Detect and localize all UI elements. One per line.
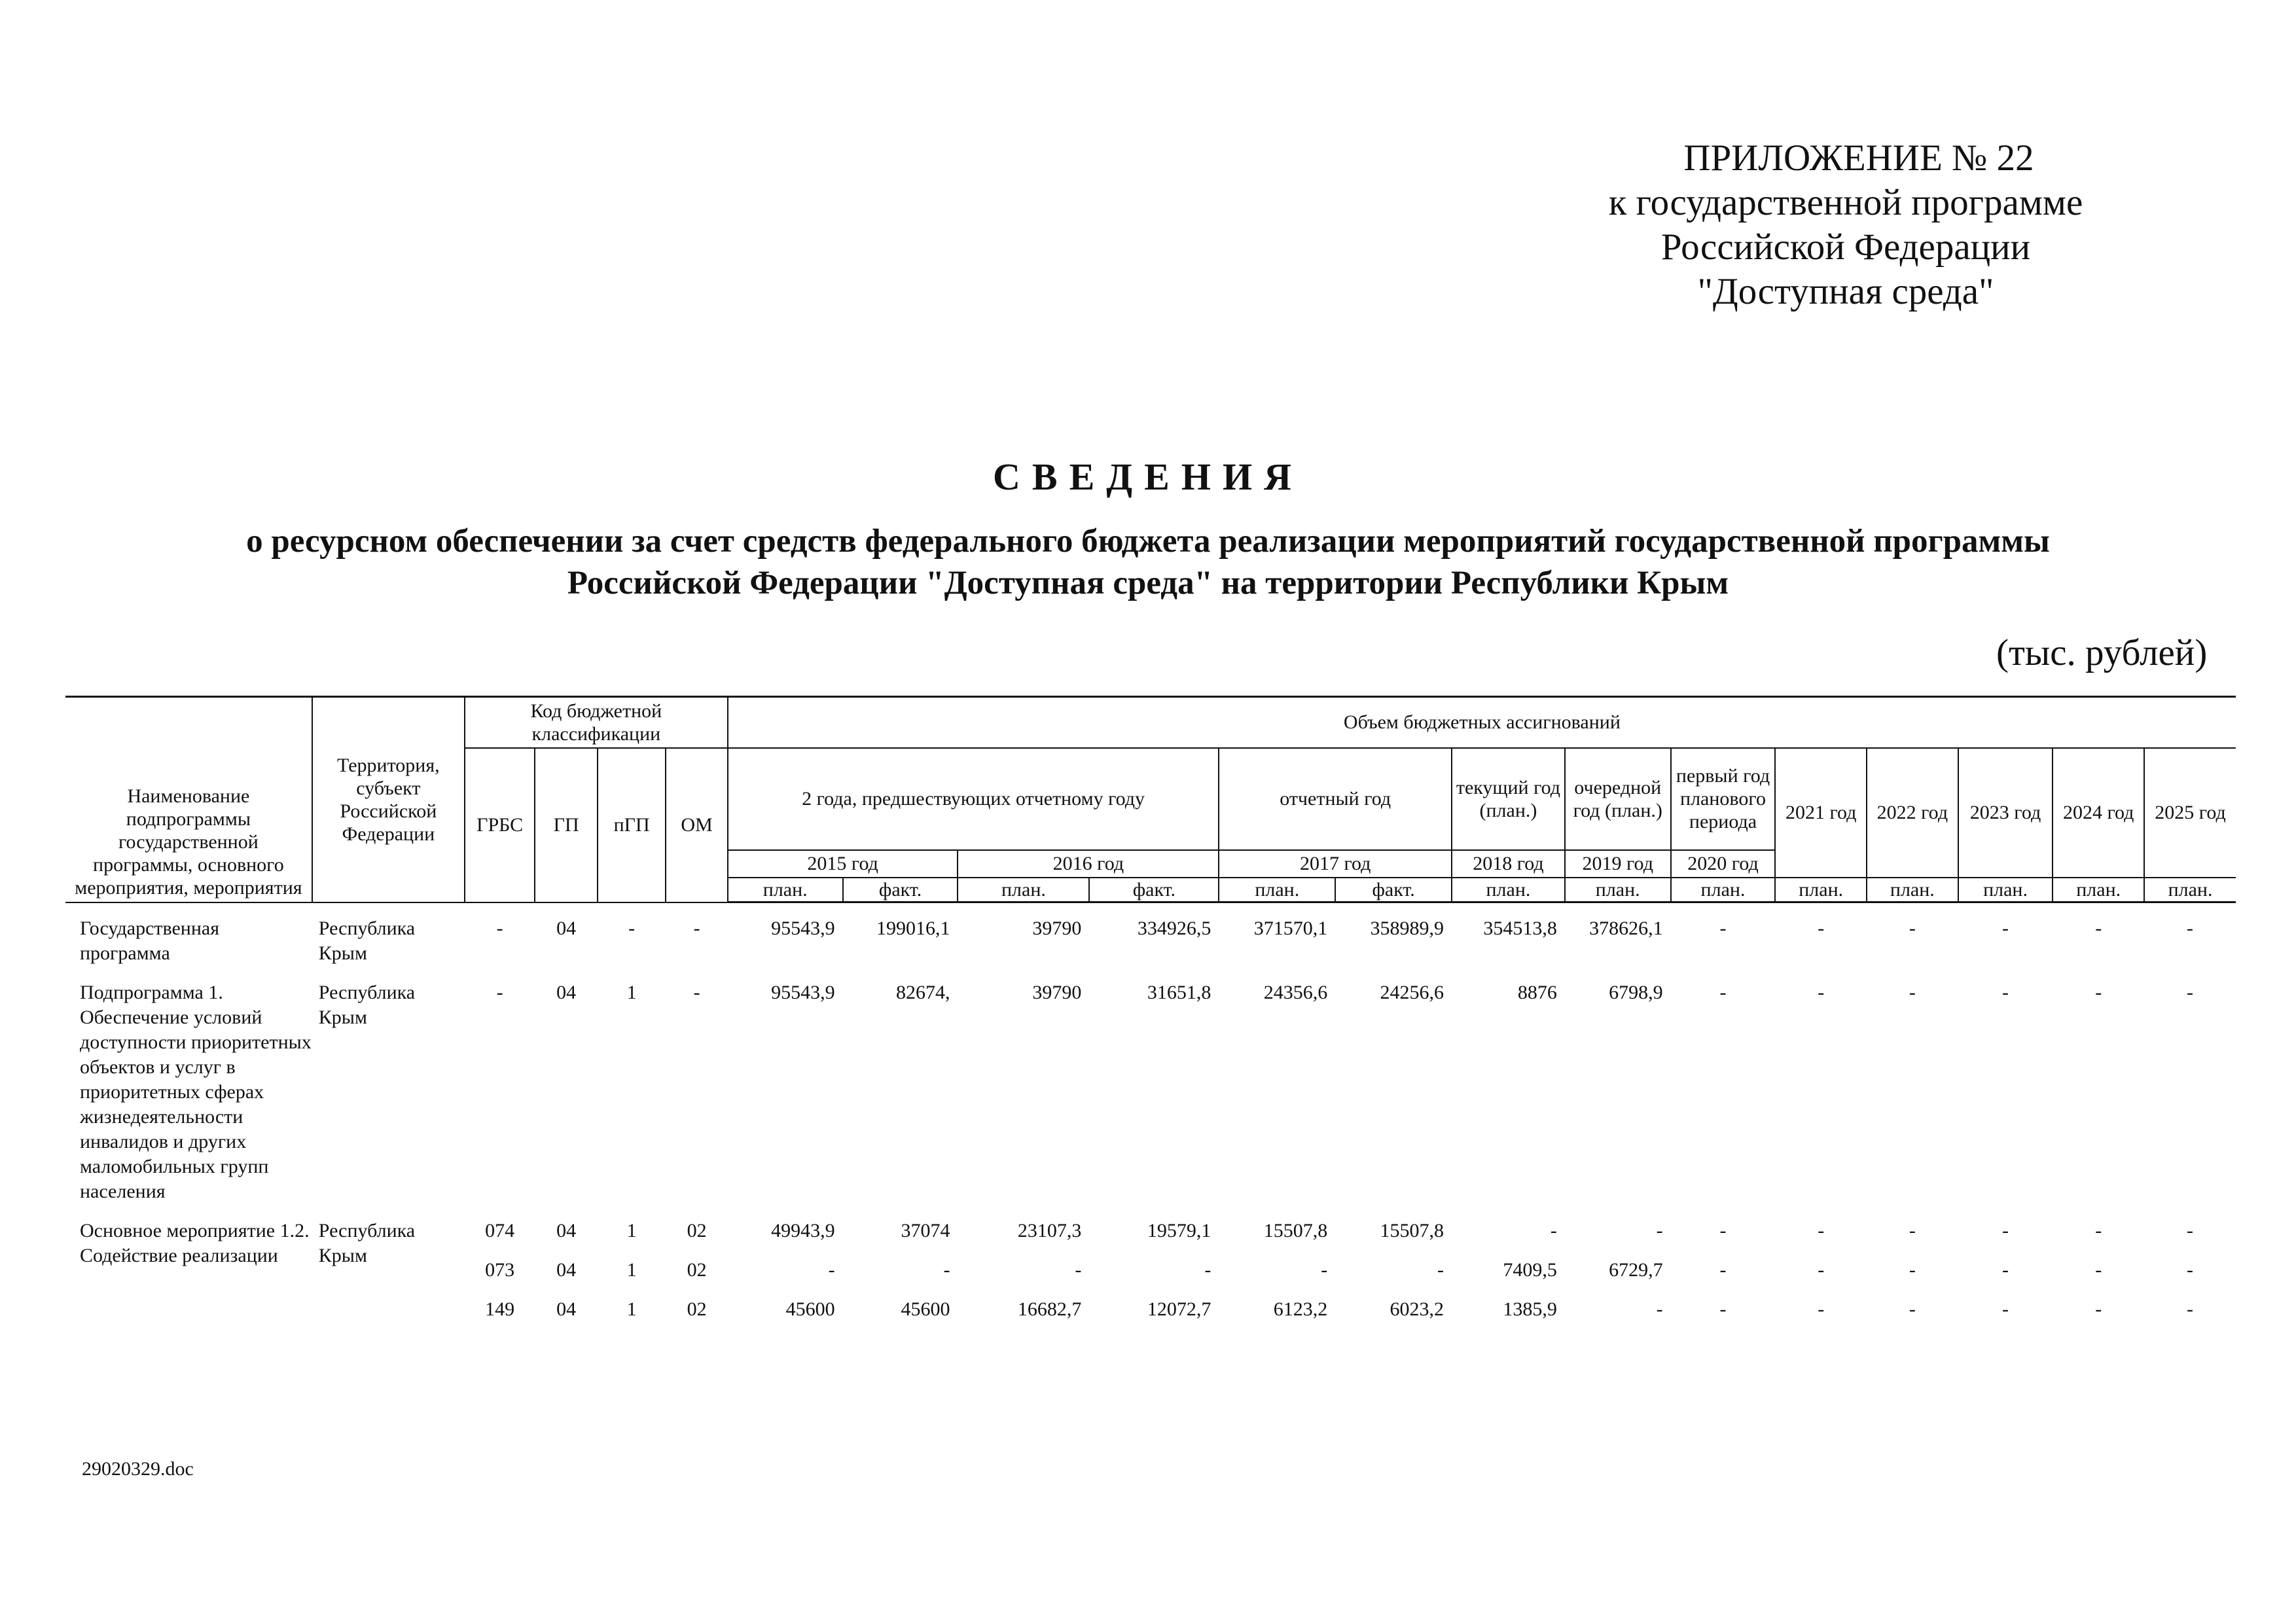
table-cell: - (1321, 1258, 1328, 1281)
table-cell: - (2187, 918, 2194, 939)
table-cell: 04 (556, 1219, 577, 1241)
table-cell: 04 (556, 1298, 577, 1320)
table-cell: - (1719, 1298, 1727, 1320)
table-cell: 149 (485, 1298, 515, 1320)
table-cell: - (1437, 1258, 1444, 1281)
table-cell: - (2002, 981, 2009, 1003)
budget-table (65, 696, 2236, 1322)
table-row (65, 966, 2236, 1204)
table-cell: 334926,5 (1137, 918, 1211, 939)
table-cell: - (1818, 1219, 1825, 1241)
row-territory: Республика Крым (318, 981, 416, 1028)
header-next-year: очередной год (план.) (1565, 748, 1671, 850)
table-cell: 19579,1 (1147, 1219, 1211, 1241)
table-cell: 02 (687, 1298, 707, 1320)
table-cell: 1 (626, 1258, 637, 1281)
table-cell: - (1656, 1298, 1663, 1320)
table-cell: 39790 (1032, 981, 1082, 1003)
table-cell: 15507,8 (1263, 1219, 1328, 1241)
header-2020: 2020 год (1671, 850, 1776, 878)
table-cell: 15507,8 (1380, 1219, 1444, 1241)
appendix-line-3: Российской Федерации (1660, 226, 2031, 268)
table-cell: - (1719, 1219, 1727, 1241)
row-territory: Республика Крым (318, 1219, 416, 1266)
header-code-om: ОМ (666, 748, 727, 902)
file-name: 29020329.doc (82, 1458, 194, 1480)
table-cell: - (1818, 1298, 1825, 1320)
table-cell: 04 (556, 1258, 577, 1281)
table-row (65, 1204, 2236, 1243)
table-cell: - (2187, 1258, 2194, 1281)
table-cell: 358989,9 (1370, 918, 1444, 939)
table-cell: 95543,9 (771, 981, 835, 1003)
header-plan: план. (2053, 878, 2144, 902)
table-cell: - (693, 981, 700, 1003)
table-cell: 6023,2 (1390, 1298, 1444, 1320)
subtitle-line-1: о ресурсном обеспечении за счет средств федерального бюджета реализации мероприятий государственной программы (246, 523, 2050, 560)
header-year-2021: 2021 год (1775, 748, 1867, 878)
header-report-year: отчетный год (1219, 748, 1452, 850)
table-cell: 1 (626, 1219, 637, 1241)
header-plan: план. (2144, 878, 2236, 902)
table-cell: 31651,8 (1147, 981, 1211, 1003)
table-cell: - (2095, 918, 2102, 939)
table-cell: - (2002, 918, 2009, 939)
appendix-line-4: "Доступная среда" (1697, 271, 1994, 312)
table-cell: - (1204, 1258, 1211, 1281)
table-row (65, 902, 2236, 966)
header-name: Наименование подпрограммы государственной программы, основного мероприятия, мероприятия (65, 697, 312, 902)
table-cell: - (2095, 1298, 2102, 1320)
table-header (65, 697, 2236, 902)
table-cell: 073 (485, 1258, 515, 1281)
table-cell: 354513,8 (1483, 918, 1557, 939)
header-code-gp: ГП (535, 748, 597, 902)
table-cell: 8876 (1517, 981, 1557, 1003)
table-cell: 7409,5 (1503, 1258, 1557, 1281)
table-cell: 16682,7 (1017, 1298, 1082, 1320)
table-cell: - (2095, 981, 2102, 1003)
header-2018: 2018 год (1452, 850, 1565, 878)
header-plan: план. (958, 878, 1089, 902)
row-name: Основное мероприятие 1.2. Содействие реализации (80, 1219, 310, 1266)
table-cell: - (693, 917, 700, 939)
header-year-2025: 2025 год (2144, 748, 2236, 878)
table-cell: 02 (687, 1258, 707, 1281)
header-current-year: текущий год (план.) (1452, 748, 1565, 850)
header-code-pgp: пГП (598, 748, 666, 902)
header-year-2023: 2023 год (1958, 748, 2053, 878)
header-year-2024: 2024 год (2053, 748, 2144, 878)
header-plan: план. (1958, 878, 2053, 902)
table-cell: 6798,9 (1609, 981, 1663, 1003)
table-cell: 45600 (785, 1298, 835, 1320)
table-cell: - (1909, 1219, 1916, 1241)
table-body (65, 902, 2236, 1322)
table-cell: - (496, 981, 503, 1003)
table-cell: 1 (626, 981, 637, 1003)
table-cell: 6123,2 (1273, 1298, 1328, 1320)
table-cell: 074 (485, 1219, 515, 1241)
table-cell: 95543,9 (771, 918, 835, 939)
subtitle-line-2: Российской Федерации "Доступная среда" на территории Республики Крым (567, 565, 1729, 601)
table-cell: 04 (556, 917, 577, 939)
header-volume-group: Объем бюджетных ассигнований (728, 697, 2236, 748)
header-fact: факт. (1335, 878, 1452, 902)
table-cell: 1385,9 (1503, 1298, 1557, 1320)
header-fact: факт. (1089, 878, 1219, 902)
row-territory: Республика Крым (318, 917, 416, 964)
row-name: Подпрограмма 1. Обеспечение условий доступности приоритетных объектов и услуг в приоритетных сферах жизнедеятельности инвалидов и других маломобильных групп населения (80, 981, 312, 1202)
table-cell: 39790 (1032, 918, 1082, 939)
table-cell: - (1909, 981, 1916, 1003)
document-subtitle (0, 520, 2296, 604)
table-cell: - (1818, 918, 1825, 939)
table-cell: - (828, 1258, 835, 1281)
header-territory: Территория, субъект Российской Федерации (312, 697, 465, 902)
units-label: (тыс. рублей) (1996, 632, 2208, 673)
appendix-number: ПРИЛОЖЕНИЕ № 22 (1683, 137, 2034, 179)
table-cell: 04 (556, 981, 577, 1003)
table-cell: - (628, 917, 636, 939)
header-plan: план. (1452, 878, 1565, 902)
table-cell: 12072,7 (1147, 1298, 1211, 1320)
table-cell: - (2187, 1219, 2194, 1241)
header-plan: план. (1219, 878, 1335, 902)
table-cell: 37074 (901, 1219, 950, 1241)
header-code-grbs: ГРБС (465, 748, 535, 902)
table-cell: - (1656, 1219, 1663, 1241)
table-cell: 1 (626, 1298, 637, 1320)
table-cell: 24356,6 (1263, 981, 1328, 1003)
table-cell: - (1719, 981, 1727, 1003)
table-cell: 49943,9 (771, 1219, 835, 1241)
header-plan: план. (1775, 878, 1867, 902)
table-cell: - (1818, 1258, 1825, 1281)
table-cell: 6729,7 (1609, 1258, 1663, 1281)
header-plan: план. (1867, 878, 1958, 902)
table-cell: 199016,1 (876, 918, 950, 939)
header-fact: факт. (843, 878, 958, 902)
table-cell: - (943, 1258, 950, 1281)
table-cell: - (1909, 1258, 1916, 1281)
header-plan: план. (1671, 878, 1776, 902)
header-2016: 2016 год (958, 850, 1219, 878)
table-cell: 24256,6 (1380, 981, 1444, 1003)
header-2019: 2019 год (1565, 850, 1671, 878)
header-plan: план. (1565, 878, 1671, 902)
table-cell: - (1818, 981, 1825, 1003)
header-code-group: Код бюджетной классификации (465, 697, 728, 748)
table-cell: - (1719, 1258, 1727, 1281)
header-two-years: 2 года, предшествующих отчетному году (728, 748, 1219, 850)
table-cell: - (2187, 1298, 2194, 1320)
table-cell: - (496, 917, 503, 939)
table-cell: - (1075, 1258, 1082, 1281)
table-cell: - (2002, 1258, 2009, 1281)
table-cell: - (1550, 1219, 1557, 1241)
header-2015: 2015 год (728, 850, 958, 878)
appendix-line-2: к государственной программе (1608, 182, 2083, 223)
row-name: Государственная программа (80, 917, 220, 964)
document-heading: СВЕДЕНИЯ (993, 455, 1303, 498)
table-cell: 371570,1 (1253, 918, 1328, 939)
table-cell: - (2002, 1219, 2009, 1241)
table-cell: - (2095, 1258, 2102, 1281)
table-cell: - (2002, 1298, 2009, 1320)
header-first-plan-year: первый год планового периода (1671, 748, 1776, 850)
table-cell: - (2095, 1219, 2102, 1241)
table-cell: 82674, (895, 981, 950, 1003)
appendix-block (1505, 136, 2186, 314)
table-cell: 45600 (901, 1298, 950, 1320)
table-cell: - (1909, 918, 1916, 939)
table-cell: - (1909, 1298, 1916, 1320)
table-cell: - (1719, 918, 1727, 939)
header-plan: план. (728, 878, 843, 902)
table-cell: 378626,1 (1589, 918, 1663, 939)
table-cell: 23107,3 (1017, 1219, 1082, 1241)
table-cell: 02 (687, 1219, 707, 1241)
header-2017: 2017 год (1219, 850, 1452, 878)
header-year-2022: 2022 год (1867, 748, 1958, 878)
table-cell: - (2187, 981, 2194, 1003)
